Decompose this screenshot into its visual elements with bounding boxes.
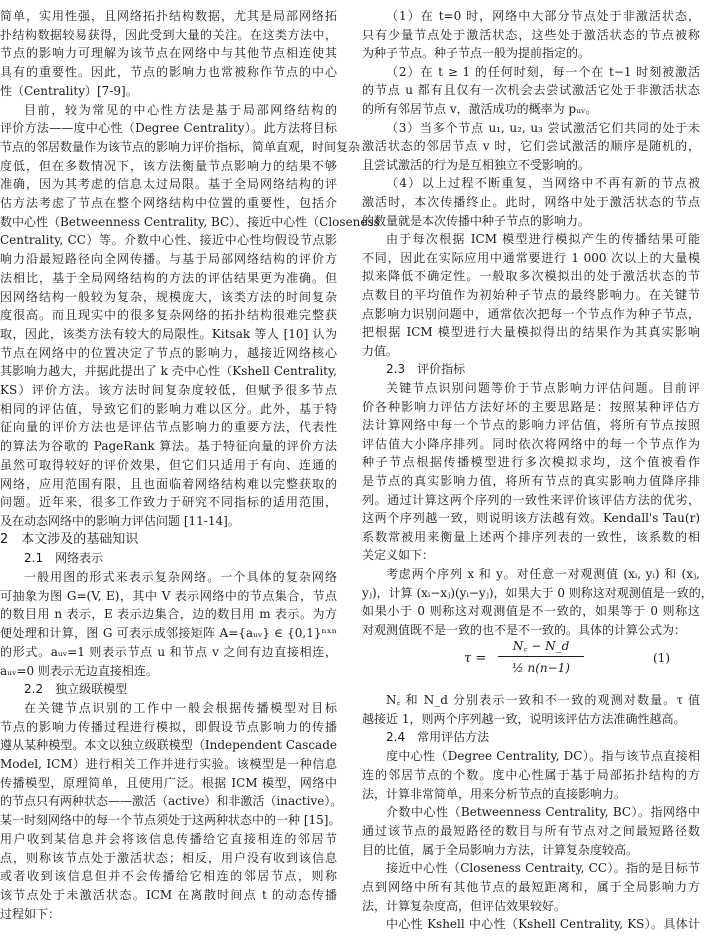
- text-line: 力值。: [362, 343, 399, 358]
- text-line: N꜀ 和 N_d 分别表示一致和不一致的观测对数量。τ 值: [386, 693, 700, 707]
- text-line: （4）以上过程不断重复，当网络中不再有新的节点被: [386, 176, 700, 191]
- text-line: 相同的评估值，导致它们的影响力难以区分。此外，基于特: [0, 401, 337, 416]
- text-line: Centrality, CC）等。介数中心性、接近中心性均假设节点影: [0, 233, 337, 248]
- text-line: yⱼ)，计算 (xᵢ−xⱼ)(yᵢ−yⱼ)，如果大于 0 则称这对观测值是一致的，: [362, 585, 713, 600]
- text-line: 中心性 Kshell 中心性（Kshell Centrality, KS）。具体计: [386, 917, 700, 932]
- section-heading: 2.3 评价指标: [386, 362, 466, 377]
- text-line: 目前，较为常见的中心性方法是基于局部网络结构的: [24, 102, 337, 117]
- section-heading: 2.4 常用评估方法: [386, 730, 490, 745]
- text-line: 简单，实用性强，且网络拓扑结构数据，尤其是局部网络拓: [0, 9, 337, 23]
- text-line: 考虑两个序列 x 和 y。对任意一对观测值 (xᵢ, yᵢ) 和 (xⱼ,: [386, 567, 700, 581]
- text-line: 拟来降低不确定性。一般取多次模拟出的处于激活状态的节: [362, 269, 700, 284]
- text-line: 或者收到该信息但并不会传播给它相连的邻居节点，则称: [0, 869, 337, 884]
- text-line: 法相比，基于全局网络结构的方法的评估结果更为准确。但: [0, 270, 337, 285]
- text-line: 这两个序列越一致，则说明该方法越有效。Kendall's Tau(r): [362, 511, 700, 526]
- text-line: 为种子节点。种子节点一般为提前指定的。: [362, 46, 591, 61]
- text-line: 度中心性（Degree Centrality, DC）。指与该节点直接相: [386, 749, 700, 764]
- section-heading: 2 本文涉及的基础知识: [0, 531, 139, 547]
- text-line: 把根据 ICM 模型进行大量模拟得出的结果作为其真实影响: [362, 325, 700, 340]
- text-line: 是节点的真实影响力值，将所有节点的真实影响力值降序排: [362, 474, 700, 488]
- text-line: 系数常被用来衡量上述两个排序列表的一致性，该系数的相: [362, 529, 700, 544]
- text-line: 一般用图的形式来表示复杂网络。一个具体的复杂网络: [24, 570, 337, 584]
- text-line: 关定义如下：: [362, 548, 435, 563]
- text-line: 网络，应用范围有限，且也面临着网络结构难以完整获取的: [0, 476, 337, 491]
- text-line: 虽然可取得较好的评价效果，但它们只适用于有向、连通的: [0, 457, 337, 472]
- equation-number: (1): [653, 651, 670, 665]
- text-line: 如果小于 0 则称这对观测值是不一致的，如果等于 0 则称这: [362, 604, 700, 619]
- text-line: 的节点 u 都有且仅有一次机会去尝试激活它处于非激活状态: [362, 83, 700, 98]
- section-heading: 2.2 独立级联模型: [24, 682, 128, 697]
- text-line: 关键节点识别问题等价于节点影响力评估问题。目前评: [386, 381, 700, 395]
- text-line: 激活时，本次传播终止。此时，网络中处于激活状态的节点: [362, 195, 700, 209]
- text-line: 该节点处于未激活状态。ICM 在离散时间点 t 的动态传播: [0, 887, 337, 902]
- text-line: 评价方法——度中心性（Degree Centrality）。此方法将目标: [0, 121, 337, 136]
- text-line: 点影响力识别问题中，通常依次把每一个节点作为种子节点，: [362, 306, 700, 321]
- text-line: 的数目用 n 表示，E 表示边集合，边的数目用 m 表示。为方: [0, 607, 337, 622]
- text-line: 法，计算非常简单，用来分析节点的直接影响力。: [362, 786, 627, 801]
- text-line: 连的邻居节点的个数。度中心性属于基于局部拓扑结构的方: [362, 767, 700, 782]
- formula-numerator: N꜀ − N_d: [498, 636, 584, 657]
- text-line: 及在动态网络中的影响力评估问题 [11-14]。: [0, 513, 240, 528]
- text-line: 准确，因为其考虑的信息太过局限。基于全局网络结构的评: [0, 177, 337, 192]
- text-line: 传播模型，原理简单，且使用广泛。根据 ICM 模型，网络中: [0, 775, 337, 790]
- text-line: 且尝试激活的行为是互相独立不受影响的。: [362, 157, 591, 172]
- text-line: 过程如下：: [0, 906, 61, 921]
- text-line: 越接近 1，则两个序列越一致，说明该评估方法准确性越高。: [362, 711, 686, 726]
- text-line: 数中心性（Betweenness Centrality, BC）、接近中心性（Closeness: [0, 214, 380, 229]
- text-line: 法计算网络中每一个节点的影响力评估值，将所有节点按照: [362, 418, 700, 433]
- text-line: 种子节点根据传播模型进行多次模拟求均，这个值被看作: [362, 455, 700, 470]
- text-line: 用户收到某信息并会将该信息传播给它直接相连的邻居节: [0, 831, 337, 846]
- text-line: （3）当多个节点 u₁, u₂, u₃ 尝试激活它们共同的处于未: [386, 120, 700, 135]
- text-line: 可抽象为图 G=(V, E)，其中 V 表示网络中的节点集合，节点: [0, 588, 337, 603]
- text-line: 不同，因此在实际应用中通常要进行 1 000 次以上的大量模: [362, 250, 700, 265]
- text-line: 在关键节点识别的工作中一般会根据传播模型对目标: [24, 700, 337, 715]
- text-line: 的算法为谷歌的 PageRank 算法。基于特征向量的评价方法: [0, 439, 337, 454]
- text-line: 只有少量节点处于激活状态，这些处于激活状态的节点被称: [362, 27, 700, 42]
- text-line: 其影响力越大，并据此提出了 k 壳中心性（Kshell Centrality,: [0, 364, 337, 379]
- text-line: 节点的影响力可理解为该节点在网络中与其他节点相连使其: [0, 46, 337, 61]
- text-line: 因网络结构一般较为复杂，规模庞大，该类方法的时间复杂: [0, 289, 337, 304]
- text-line: 点数目的平均值作为初始种子节点的最终影响力。在关键节: [362, 288, 700, 302]
- text-line: aᵤᵥ=0 则表示无边直接相连。: [0, 663, 158, 678]
- text-line: 点到网络中所有其他节点的最短距离和，属于全局影响力方: [362, 880, 700, 894]
- text-line: 节点的邻居数量作为该节点的影响力评价指标，简单直观，时间复杂: [0, 139, 361, 154]
- text-line: 具有的重要性。因此，节点的影响力也常被称作节点的中心: [0, 65, 337, 80]
- text-line: 点，则称该节点处于激活状态；相反，用户没有收到该信息: [0, 850, 337, 865]
- text-line: 遵从某种模型。本文以独立级联模型（Independent Cascade: [0, 738, 337, 753]
- text-line: 价各种影响力评估方法好坏的主要思路是：按照某种评估方: [362, 399, 700, 414]
- text-line: 征向量的评价方法也是评估节点影响力的重要方法，代表性: [0, 420, 337, 435]
- formula-denominator: ½ n(n−1): [512, 661, 570, 675]
- text-line: 问题。近年来，很多工作致力于研究不同指标的适用范围，: [0, 495, 337, 510]
- text-line: 法，计算复杂度高，但评估效果较好。: [362, 898, 567, 913]
- text-line: 接近中心性（Closeness Centraity, CC）。指的是目标节: [386, 861, 700, 876]
- text-line: 便处理和计算，图 G 可表示成邻接矩阵 A={aᵤᵥ} ∈ {0,1}ⁿˣⁿ: [0, 626, 337, 641]
- text-line: 某一时刻网络中的每一个节点须处于这两种状态中的一种 [15]。: [0, 813, 341, 828]
- text-line: 激活状态的邻居节点 v 时，它们尝试激活的顺序是随机的，: [362, 139, 700, 154]
- text-line: 的所有邻居节点 v，激活成功的概率为 pᵤᵥ。: [362, 102, 598, 116]
- text-line: 评估值大小降序排列。同时依次将网络中的每一个节点作为: [362, 436, 700, 451]
- text-line: Model, ICM）进行相关工作并进行实验。该模型是一种信息: [0, 757, 337, 771]
- text-line: （2）在 t ≥ 1 的任何时刻，每一个在 t−1 时刻被激活: [386, 64, 700, 79]
- text-line: （1）在 t=0 时，网络中大部分节点处于非激活状态，: [386, 9, 700, 23]
- text-line: 介数中心性（Betweenness Centrality, BC）。指网络中: [386, 805, 700, 820]
- text-line: 的形式。aᵤᵥ=1 则表示节点 u 和节点 v 之间有边直接相连，: [0, 644, 337, 659]
- text-line: 估方法考虑了节点在整个网络结构中位置的重要性，包括介: [0, 196, 337, 210]
- text-line: 目的比值，属于全局影响力方法，计算复杂度较高。: [362, 842, 639, 857]
- text-line: 节点的影响力传播过程进行模拟，即假设节点影响力的传播: [0, 719, 337, 734]
- text-line: 对观测值既不是一致的也不是不一致的。具体的计算公式为：: [362, 622, 687, 637]
- text-line: 列。通过计算这两个序列的一致性来评价该评估方法的优劣，: [362, 492, 700, 507]
- text-line: 的数量就是本次传播中种子节点的影响力。: [362, 213, 591, 228]
- formula-lhs: τ =: [464, 651, 487, 666]
- kendall-tau-formula: [362, 636, 700, 688]
- text-line: KS）评价方法。该方法时间复杂度较低，但赋予很多节点: [0, 383, 337, 397]
- text-line: 度很高。而且现实中的很多复杂网络的拓扑结构很难完整获: [0, 308, 337, 323]
- text-line: 由于每次根据 ICM 模型进行模拟产生的传播结果可能: [386, 232, 700, 247]
- text-line: 扑结构数据较易获得，因此受到大量的关注。在这类方法中，: [0, 27, 337, 42]
- section-heading: 2.1 网络表示: [24, 551, 104, 566]
- text-line: 性（Centrality）[7-9]。: [0, 83, 138, 98]
- text-line: 取，因此，该类方法有较大的局限性。Kitsak 等人 [10] 认为: [0, 326, 337, 341]
- text-line: 度低，但在多数情况下，该方法衡量节点影响力的结果不够: [0, 158, 337, 173]
- text-line: 响力沿最短路径向全网传播。与基于局部网络结构的评价方: [0, 252, 337, 267]
- text-line: 的节点只有两种状态——激活（active）和非激活（inactive）。: [0, 794, 343, 809]
- text-line: 通过该节点的最短路径的数目与所有节点对之间最短路径数: [362, 823, 700, 838]
- text-line: 节点在网络中的位置决定了节点的影响力，越接近网络核心: [0, 345, 337, 360]
